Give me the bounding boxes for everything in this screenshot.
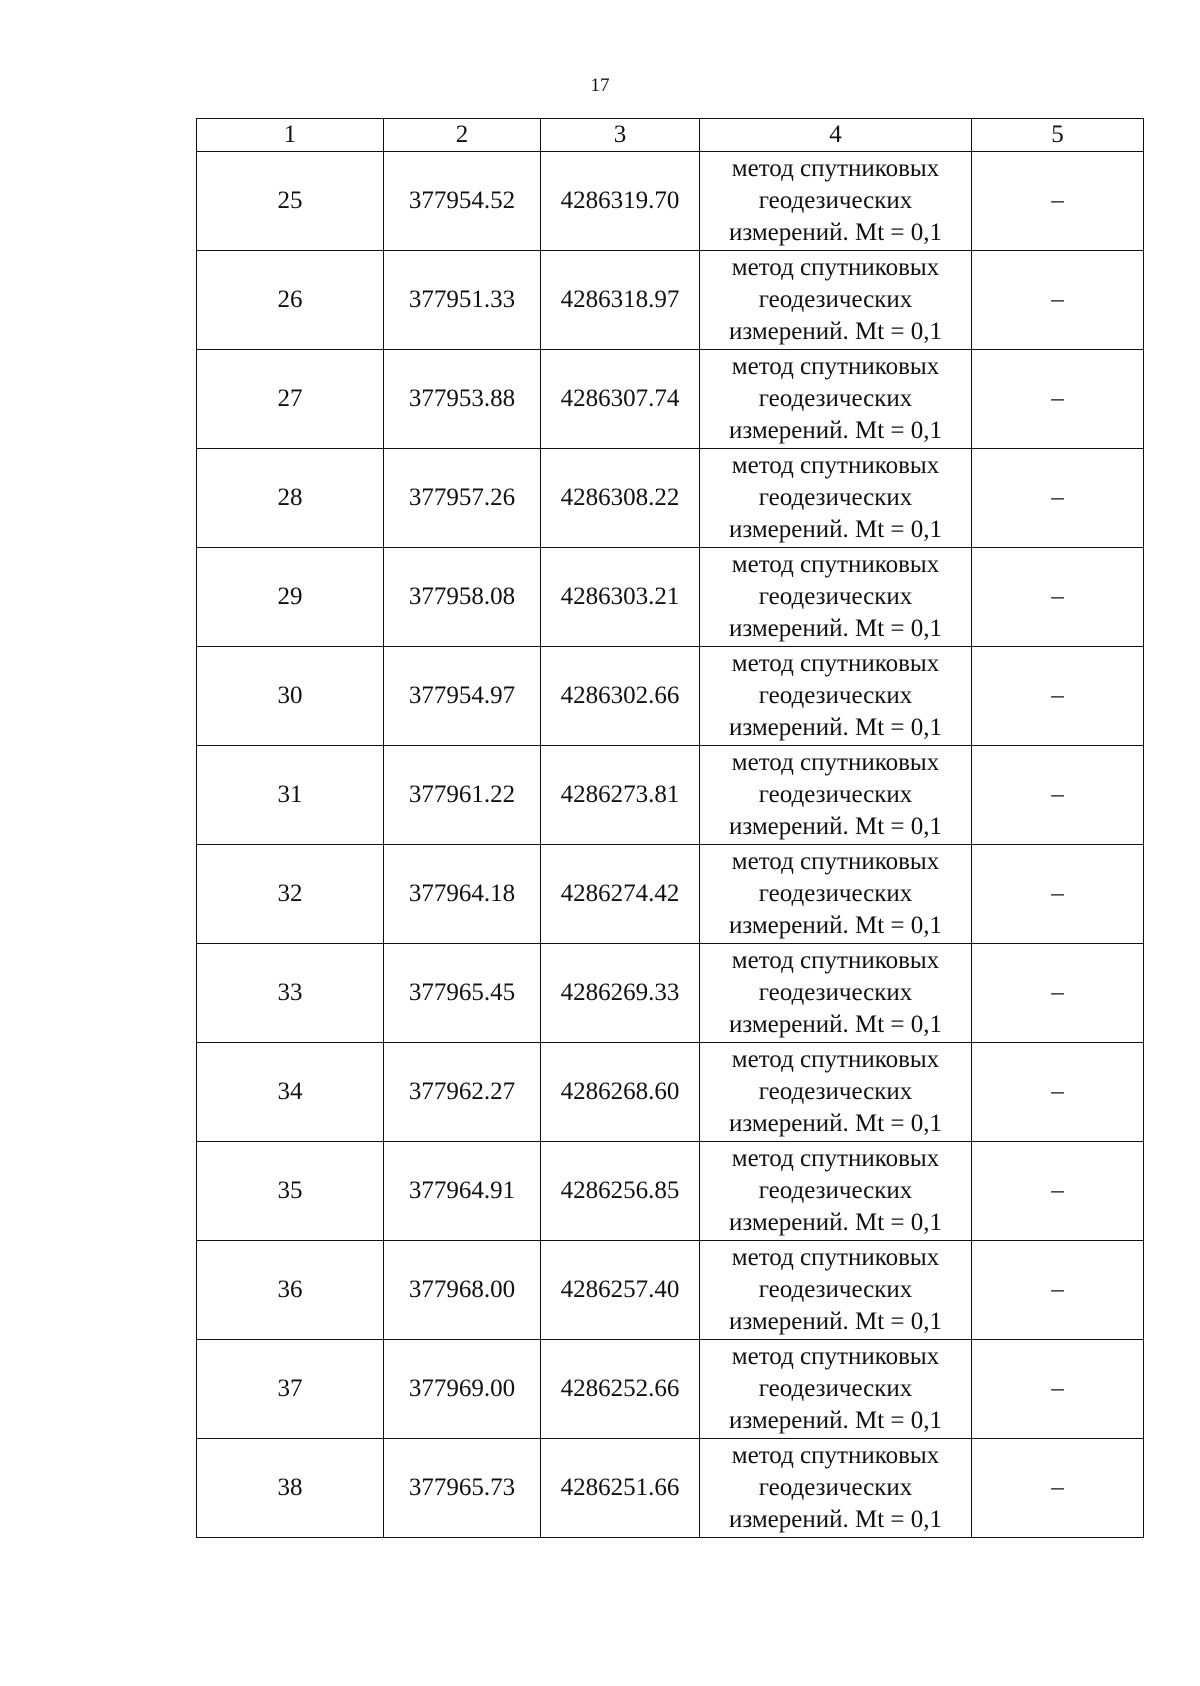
method-line-1: метод спутниковых	[731, 1145, 940, 1172]
note-cell: –	[972, 944, 1144, 1043]
method-line-2: геодезических	[758, 781, 913, 808]
method-description	[700, 746, 972, 845]
table-row	[197, 1043, 1144, 1142]
method-line-3: измерений. Mt = 0,1	[728, 318, 943, 345]
method-line-1: метод спутниковых	[731, 452, 940, 479]
note-cell: –	[972, 449, 1144, 548]
coord-x: 377965.73	[384, 1439, 541, 1538]
method-line-3: измерений. Mt = 0,1	[728, 1011, 943, 1038]
table-body	[197, 152, 1144, 1538]
header-row	[197, 119, 1144, 152]
coord-y: 4286252.66	[541, 1340, 700, 1439]
method-line-1: метод спутниковых	[731, 749, 940, 776]
table-row	[197, 1142, 1144, 1241]
method-description	[700, 152, 972, 251]
coord-y: 4286256.85	[541, 1142, 700, 1241]
coord-y: 4286251.66	[541, 1439, 700, 1538]
point-number: 37	[197, 1340, 384, 1439]
method-description	[700, 350, 972, 449]
method-line-2: геодезических	[758, 880, 913, 907]
method-line-1: метод спутниковых	[731, 848, 940, 875]
coord-y: 4286319.70	[541, 152, 700, 251]
header-col-5: 5	[972, 119, 1144, 152]
coord-x: 377969.00	[384, 1340, 541, 1439]
method-line-3: измерений. Mt = 0,1	[728, 417, 943, 444]
point-number: 27	[197, 350, 384, 449]
coord-x: 377954.97	[384, 647, 541, 746]
method-line-3: измерений. Mt = 0,1	[728, 615, 943, 642]
header-col-1: 1	[197, 119, 384, 152]
method-line-1: метод спутниковых	[731, 254, 940, 281]
method-description	[700, 1439, 972, 1538]
coord-x: 377964.18	[384, 845, 541, 944]
method-line-1: метод спутниковых	[731, 353, 940, 380]
method-line-1: метод спутниковых	[731, 551, 940, 578]
method-line-3: измерений. Mt = 0,1	[728, 516, 943, 543]
method-description	[700, 1241, 972, 1340]
page-number: 17	[590, 75, 610, 96]
method-line-2: геодезических	[758, 1276, 913, 1303]
method-line-3: измерений. Mt = 0,1	[728, 813, 943, 840]
method-line-3: измерений. Mt = 0,1	[728, 714, 943, 741]
method-description	[700, 548, 972, 647]
table-row	[197, 1241, 1144, 1340]
coord-x: 377951.33	[384, 251, 541, 350]
method-line-3: измерений. Mt = 0,1	[728, 1308, 943, 1335]
method-line-2: геодезических	[758, 1177, 913, 1204]
note-cell: –	[972, 746, 1144, 845]
note-cell: –	[972, 1142, 1144, 1241]
note-cell: –	[972, 152, 1144, 251]
coord-y: 4286318.97	[541, 251, 700, 350]
method-description	[700, 1142, 972, 1241]
coord-y: 4286307.74	[541, 350, 700, 449]
table-row	[197, 251, 1144, 350]
coord-x: 377962.27	[384, 1043, 541, 1142]
point-number: 30	[197, 647, 384, 746]
method-description	[700, 251, 972, 350]
table-row	[197, 1340, 1144, 1439]
method-description	[700, 944, 972, 1043]
note-cell: –	[972, 1340, 1144, 1439]
method-line-1: метод спутниковых	[731, 155, 940, 182]
point-number: 29	[197, 548, 384, 647]
coordinates-table	[196, 118, 1144, 1538]
point-number: 35	[197, 1142, 384, 1241]
method-line-3: измерений. Mt = 0,1	[728, 219, 943, 246]
method-line-1: метод спутниковых	[731, 1343, 940, 1370]
coord-y: 4286274.42	[541, 845, 700, 944]
method-line-3: измерений. Mt = 0,1	[728, 1110, 943, 1137]
header-col-2: 2	[384, 119, 541, 152]
coord-y: 4286302.66	[541, 647, 700, 746]
method-line-1: метод спутниковых	[731, 650, 940, 677]
method-line-1: метод спутниковых	[731, 1442, 940, 1469]
method-line-3: измерений. Mt = 0,1	[728, 912, 943, 939]
note-cell: –	[972, 548, 1144, 647]
table-row	[197, 746, 1144, 845]
coord-y: 4286273.81	[541, 746, 700, 845]
table-row	[197, 1439, 1144, 1538]
coord-y: 4286308.22	[541, 449, 700, 548]
coord-x: 377961.22	[384, 746, 541, 845]
method-line-3: измерений. Mt = 0,1	[728, 1209, 943, 1236]
point-number: 34	[197, 1043, 384, 1142]
note-cell: –	[972, 1241, 1144, 1340]
coord-x: 377964.91	[384, 1142, 541, 1241]
point-number: 32	[197, 845, 384, 944]
table-row	[197, 845, 1144, 944]
note-cell: –	[972, 1043, 1144, 1142]
table-row	[197, 350, 1144, 449]
coord-y: 4286268.60	[541, 1043, 700, 1142]
method-line-2: геодезических	[758, 1474, 913, 1501]
method-line-2: геодезических	[758, 1375, 913, 1402]
coord-y: 4286303.21	[541, 548, 700, 647]
table-row	[197, 944, 1144, 1043]
method-line-2: геодезических	[758, 187, 913, 214]
point-number: 31	[197, 746, 384, 845]
table-row	[197, 647, 1144, 746]
coord-x: 377957.26	[384, 449, 541, 548]
point-number: 33	[197, 944, 384, 1043]
note-cell: –	[972, 1439, 1144, 1538]
note-cell: –	[972, 251, 1144, 350]
method-description	[700, 647, 972, 746]
table-row	[197, 548, 1144, 647]
note-cell: –	[972, 350, 1144, 449]
method-line-2: геодезических	[758, 979, 913, 1006]
method-line-3: измерений. Mt = 0,1	[728, 1506, 943, 1533]
method-line-2: геодезических	[758, 682, 913, 709]
coord-x: 377953.88	[384, 350, 541, 449]
header-col-4: 4	[700, 119, 972, 152]
method-line-1: метод спутниковых	[731, 947, 940, 974]
table-row	[197, 449, 1144, 548]
coord-x: 377968.00	[384, 1241, 541, 1340]
method-line-2: геодезических	[758, 583, 913, 610]
method-line-1: метод спутниковых	[731, 1244, 940, 1271]
point-number: 28	[197, 449, 384, 548]
point-number: 38	[197, 1439, 384, 1538]
method-line-2: геодезических	[758, 286, 913, 313]
method-line-3: измерений. Mt = 0,1	[728, 1407, 943, 1434]
method-description	[700, 845, 972, 944]
note-cell: –	[972, 845, 1144, 944]
coord-x: 377954.52	[384, 152, 541, 251]
method-line-2: геодезических	[758, 1078, 913, 1105]
point-number: 26	[197, 251, 384, 350]
note-cell: –	[972, 647, 1144, 746]
coord-y: 4286257.40	[541, 1241, 700, 1340]
method-line-2: геодезических	[758, 385, 913, 412]
table-row	[197, 152, 1144, 251]
table-header	[197, 119, 1144, 152]
coord-x: 377965.45	[384, 944, 541, 1043]
coord-x: 377958.08	[384, 548, 541, 647]
method-description	[700, 1340, 972, 1439]
method-description	[700, 449, 972, 548]
coord-y: 4286269.33	[541, 944, 700, 1043]
method-description	[700, 1043, 972, 1142]
point-number: 36	[197, 1241, 384, 1340]
method-line-2: геодезических	[758, 484, 913, 511]
point-number: 25	[197, 152, 384, 251]
header-col-3: 3	[541, 119, 700, 152]
method-line-1: метод спутниковых	[731, 1046, 940, 1073]
